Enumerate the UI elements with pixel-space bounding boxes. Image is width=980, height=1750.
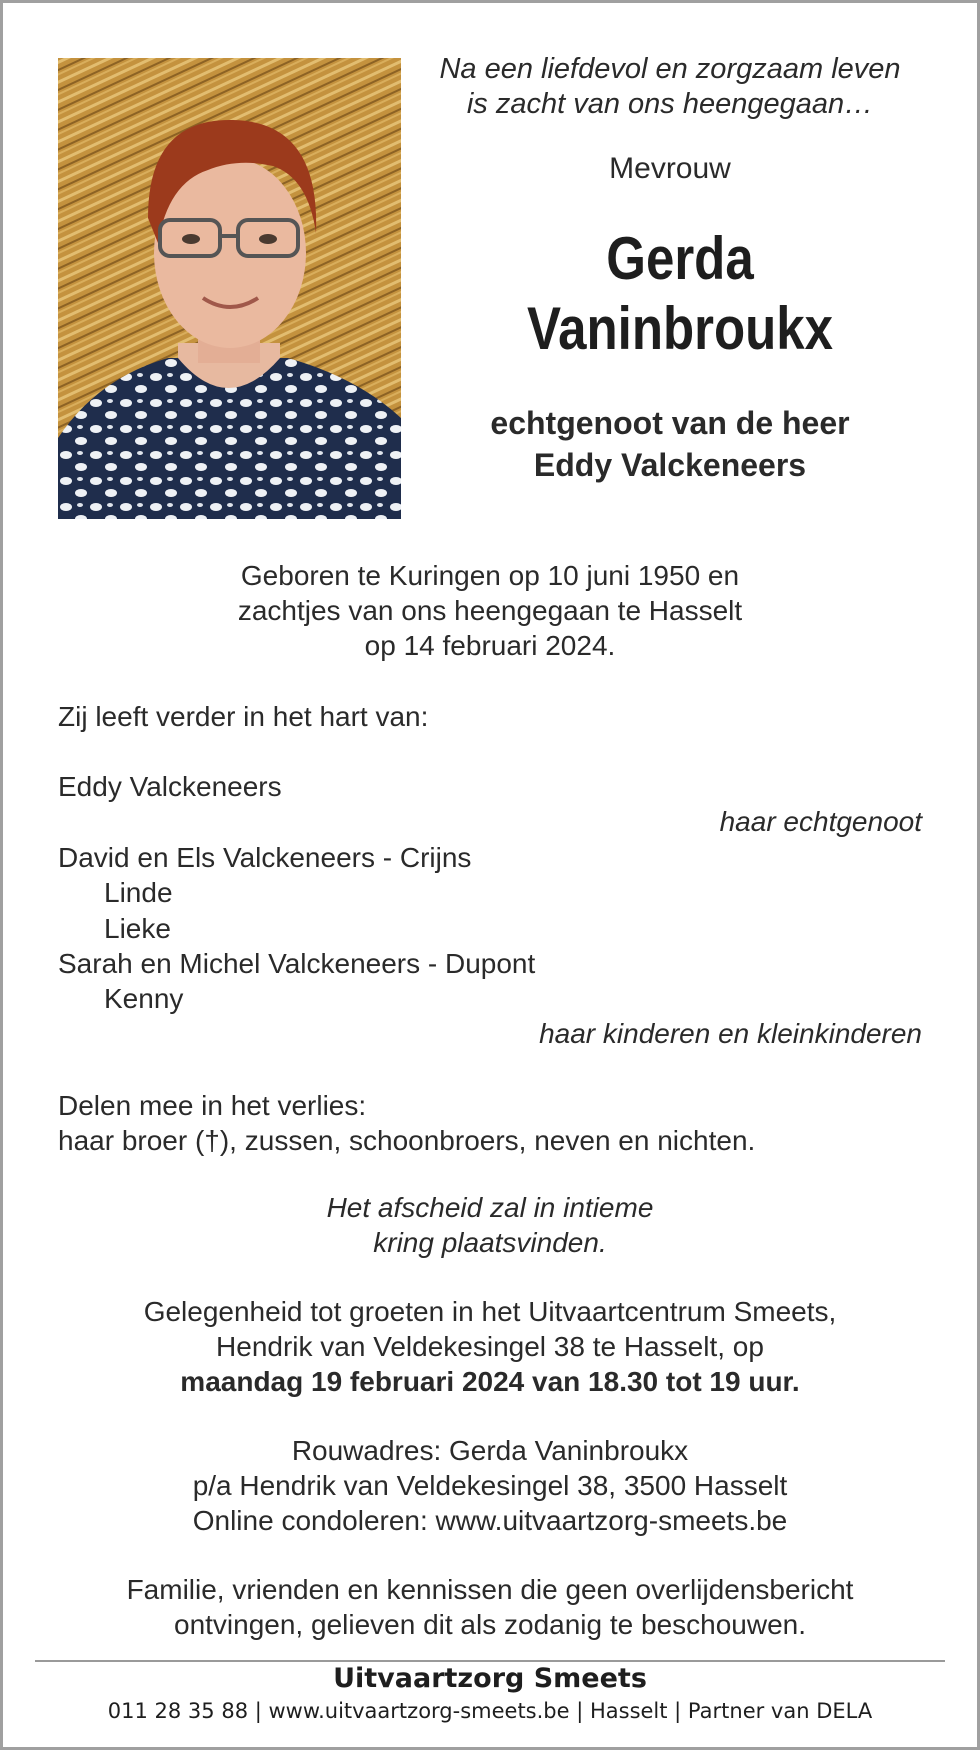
family-children-role: haar kinderen en kleinkinderen xyxy=(539,1018,922,1049)
family-child-2: Sarah en Michel Valckeneers - Dupont xyxy=(58,948,536,979)
mourning-address: Rouwadres: Gerda Vaninbroukx p/a Hendrik van Veldekesingel 38, 3500 Hasselt Online condoleren: www.uitvaartzorg-smeets.be xyxy=(192,1435,788,1536)
family-grandchild-3: Kenny xyxy=(104,983,184,1014)
visitation-info: Gelegenheid tot groeten in het Uitvaartcentrum Smeets, Hendrik van Veldekesingel 38 te Hasselt, op maandag 19 februari 2024 van 18.30 tot 19 uur. xyxy=(0,1294,980,1399)
family-grandchild-2: Lieke xyxy=(104,913,171,944)
family-child-1: David en Els Valckeneers - Crijns xyxy=(58,842,472,873)
family-spouse-role: haar echtgenoot xyxy=(719,806,922,837)
intro-text: Na een liefdevol en zorgzaam leven is zacht van ons heengegaan… xyxy=(439,53,901,120)
family-grandchild-1: Linde xyxy=(104,877,173,908)
family-spouse-name: Eddy Valckeneers xyxy=(58,771,282,802)
loss-relatives: haar broer (†), zussen, schoonbroers, neven en nichten. xyxy=(58,1125,756,1156)
honorific: Mevrouw xyxy=(609,152,731,185)
visitation-datetime: maandag 19 februari 2024 van 18.30 tot 19 uur. xyxy=(180,1366,800,1397)
lives-on-heading: Zij leeft verder in het hart van: xyxy=(58,701,429,732)
footer-divider xyxy=(35,1660,945,1662)
loss-heading: Delen mee in het verlies: xyxy=(58,1090,367,1121)
spouse-relation: echtgenoot van de heer Eddy Valckeneers xyxy=(490,405,850,483)
deceased-name: Gerda Vaninbroukx xyxy=(526,225,834,362)
footer-company: Uitvaartzorg Smeets xyxy=(333,1663,647,1694)
portrait-photo xyxy=(58,58,401,519)
notice-text: Familie, vrienden en kennissen die geen overlijdensbericht ontvingen, gelieven dit als zodanig te beschouwen. xyxy=(126,1574,854,1640)
footer-contact: 011 28 35 88 | www.uitvaartzorg-smeets.be | Hasselt | Partner van DELA xyxy=(107,1699,873,1723)
farewell-text: Het afscheid zal in intieme kring plaatsvinden. xyxy=(326,1192,654,1258)
birth-death-info: Geboren te Kuringen op 10 juni 1950 en zachtjes van ons heengegaan te Hasselt op 14 februari 2024. xyxy=(237,560,743,661)
